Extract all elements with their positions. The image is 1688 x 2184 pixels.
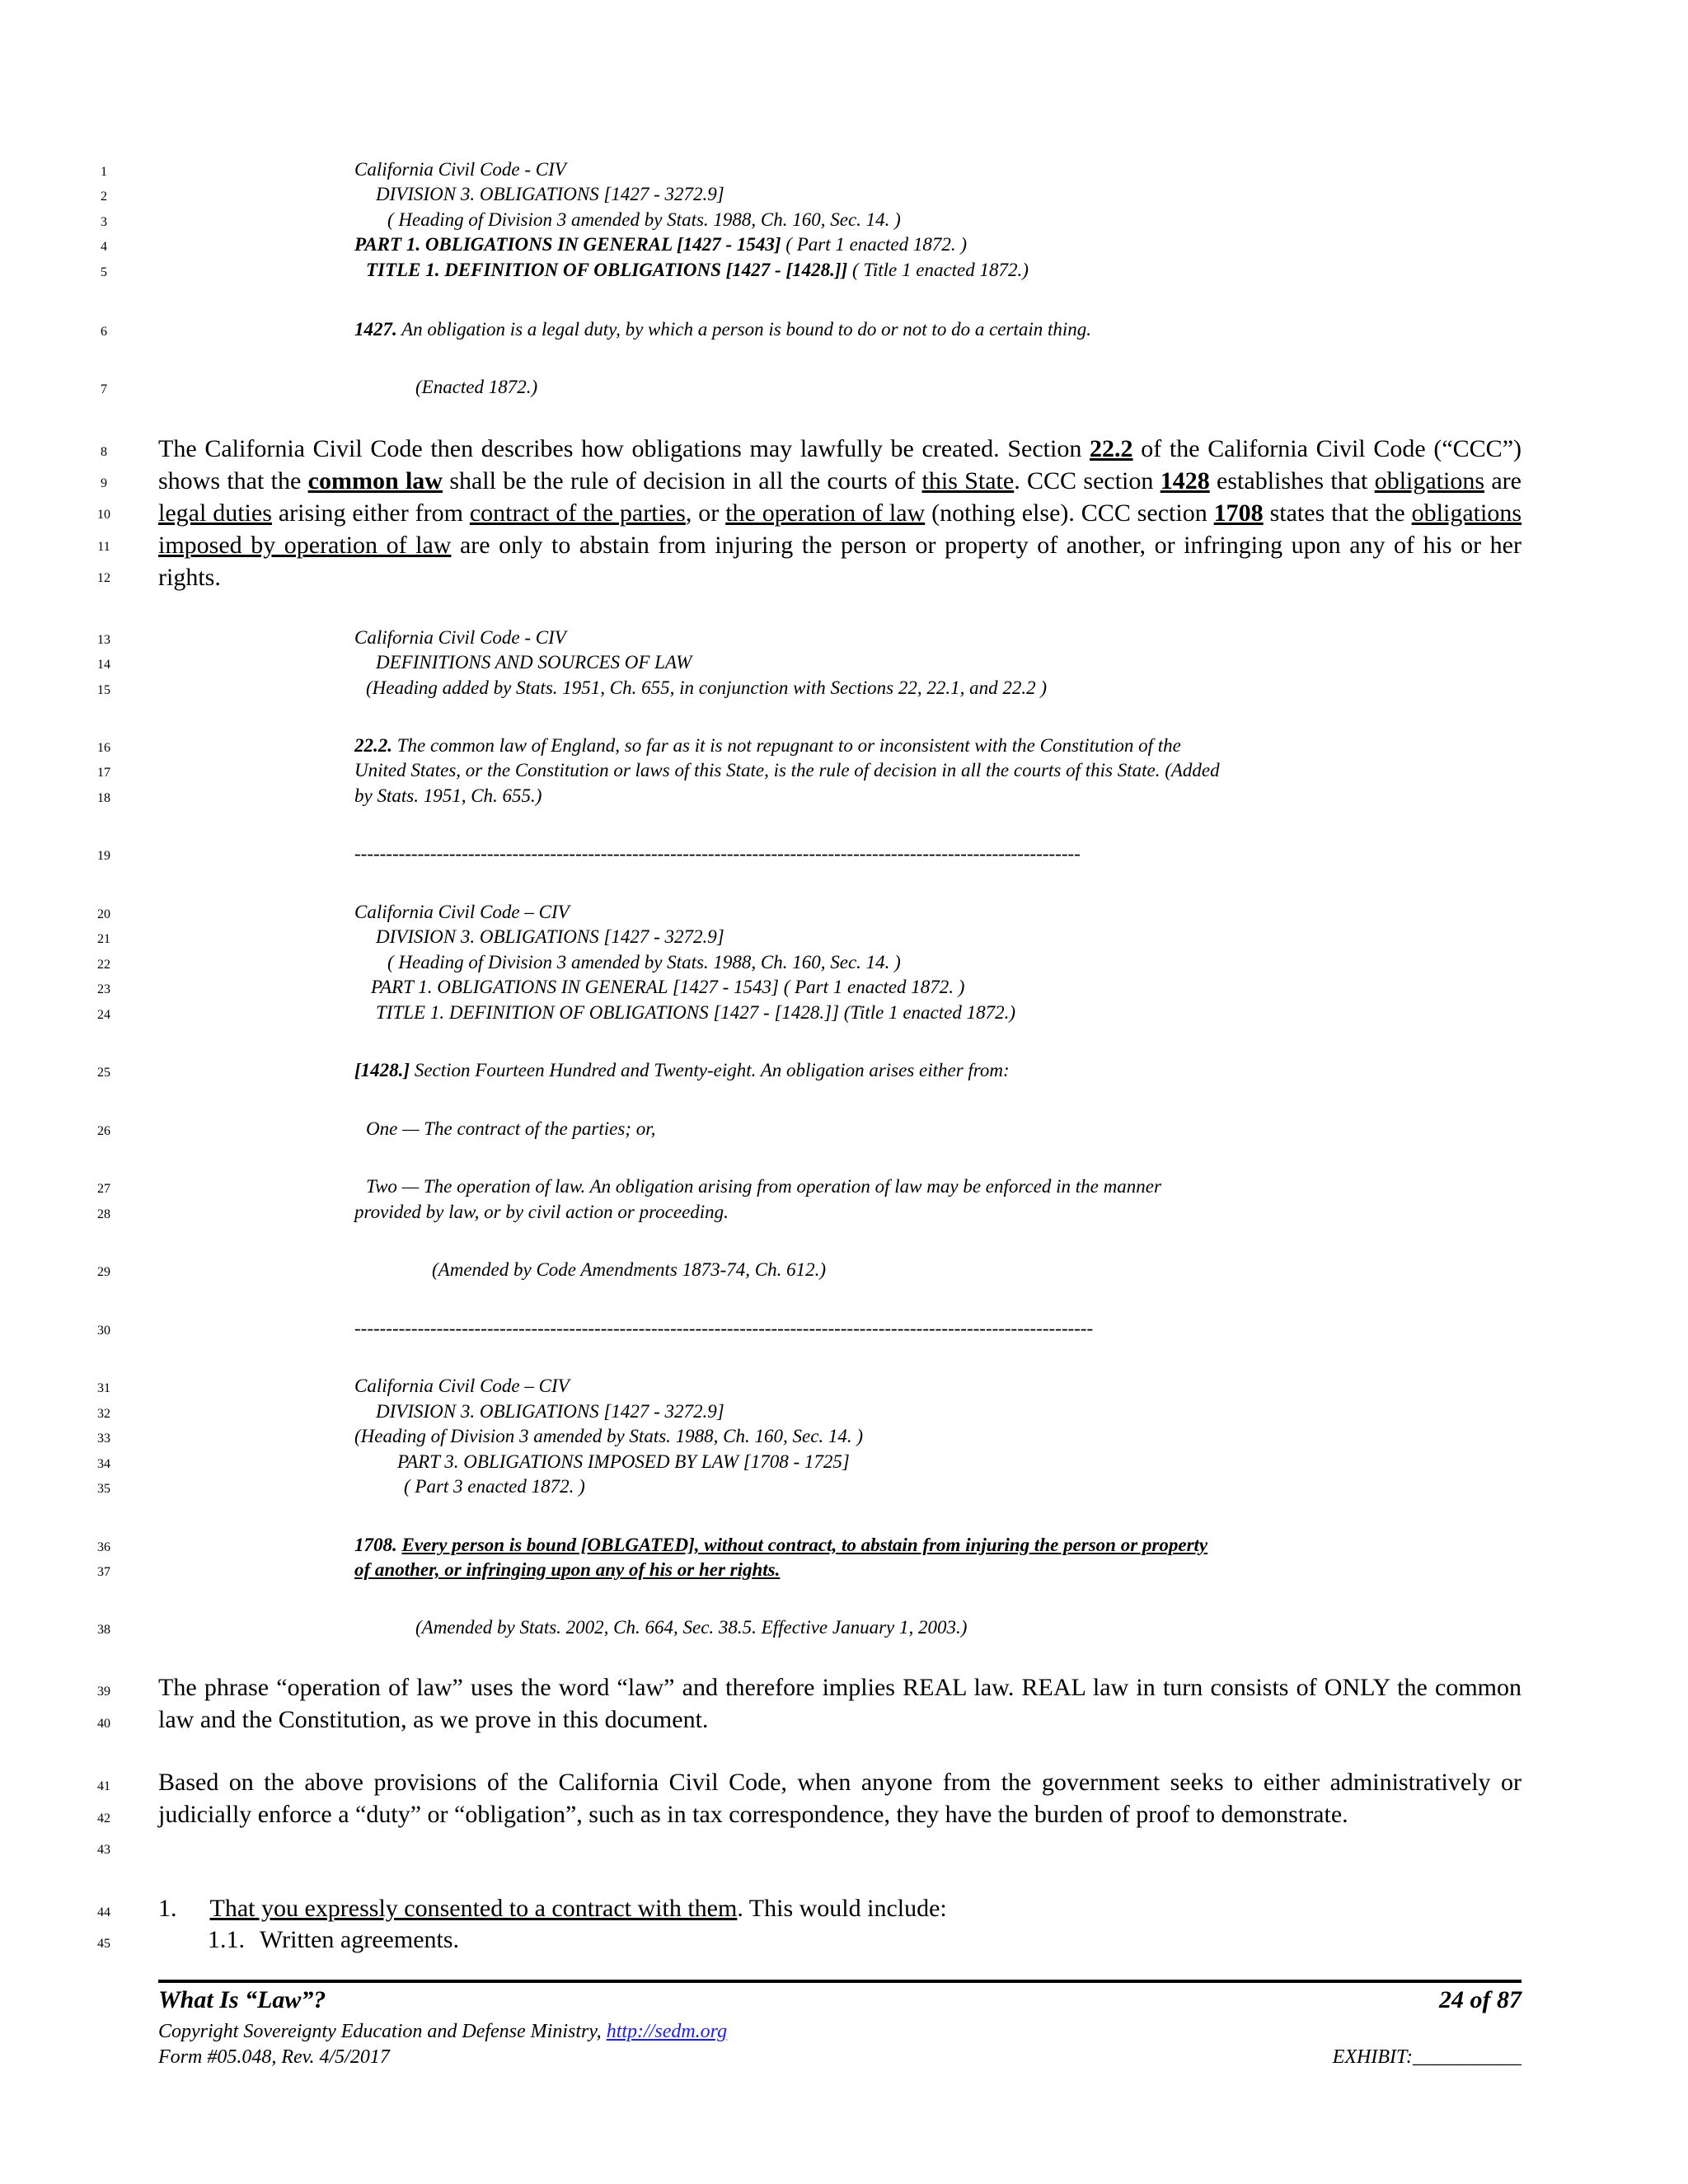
definitions-heading: DEFINITIONS AND SOURCES OF LAW [376,652,692,673]
section-1428: [1428.] Section Fourteen Hundred and Twenty-eight. An obligation arises either from: [354,1060,1010,1080]
line-number: 20 [97,907,110,921]
line-number: 22 [97,958,110,972]
line-number: 42 [97,1811,110,1825]
line-number: 23 [97,982,110,996]
line-number: 12 [97,571,110,585]
clause-two: Two — The operation of law. An obligation arising from operation of law may be enforced in the manner [366,1176,1161,1197]
code-title: California Civil Code - CIV [354,159,566,180]
line-number: 34 [97,1457,110,1471]
section-1428-link: 1428 [1160,467,1210,494]
line-number: 44 [97,1905,110,1919]
divider: ------------------------------------------------------------------------------------------------------------------- [354,843,1081,864]
division-note: ( Heading of Division 3 amended by Stats. 1988, Ch. 160, Sec. 14. ) [387,209,901,230]
line-number: 11 [97,540,110,554]
part-note: ( Part 3 enacted 1872. ) [404,1476,585,1497]
line-number: 13 [97,633,110,647]
line-number: 16 [97,741,110,755]
section-1708-link: 1708 [1213,499,1264,527]
list-item: 1.1. Written agreements. [208,1926,460,1953]
line-number: 21 [97,932,110,946]
line-number: 38 [97,1623,110,1637]
section-1708-cont: of another, or infringing upon any of his or her rights. [354,1559,781,1580]
line-number: 37 [97,1565,110,1579]
line-number: 14 [97,658,110,672]
clause-two-cont: provided by law, or by civil action or proceeding. [354,1202,729,1222]
sedm-link[interactable]: http://sedm.org [606,2021,728,2042]
line-number: 24 [97,1008,110,1022]
line-number: 2 [101,190,107,204]
copyright: Copyright Sovereignty Education and Defense Ministry, http://sedm.org [158,2021,728,2042]
line-number: 6 [101,325,107,339]
title-heading: TITLE 1. DEFINITION OF OBLIGATIONS [1427 - [1428.]] (Title 1 enacted 1872.) [376,1002,1016,1023]
paragraph-burden-of-proof: Based on the above provisions of the California Civil Code, when anyone from the government seeks to either administratively or judicially enforce a “duty” or “obligation”, such as in tax correspondence, they have the burden of proof to demonstrate. [158,1769,1522,1828]
division-heading: DIVISION 3. OBLIGATIONS [1427 - 3272.9] [376,926,724,947]
line-number: 8 [101,445,107,459]
line-number: 15 [97,683,110,697]
line-number: 1 [101,165,107,179]
code-title: California Civil Code - CIV [354,627,566,648]
section-22-2-link: 22.2 [1090,435,1133,462]
line-number: 7 [101,382,107,396]
line-number: 5 [101,265,107,279]
section-22-2-cont: United States, or the Constitution or laws of this State, is the rule of decision in all the courts of this State. (Added [354,760,1220,780]
line-number: 45 [97,1937,110,1951]
line-number: 36 [97,1540,110,1554]
line-number: 28 [97,1207,110,1221]
line-number: 19 [97,849,110,863]
clause-one: One — The contract of the parties; or, [366,1118,656,1139]
line-number: 33 [97,1432,110,1446]
line-number: 4 [101,240,107,254]
exhibit-label: EXHIBIT:___________ [1332,2046,1522,2068]
amended-note: (Amended by Code Amendments 1873-74, Ch. 612.) [432,1259,827,1280]
divider: --------------------------------------------------------------------------------------------------------------------- [354,1318,1094,1338]
part-heading: PART 1. OBLIGATIONS IN GENERAL [1427 - 1543] ( Part 1 enacted 1872. ) [371,977,965,997]
line-number: 26 [97,1124,110,1138]
code-title: California Civil Code – CIV [354,902,570,922]
part-heading: PART 1. OBLIGATIONS IN GENERAL [1427 - 1543] ( Part 1 enacted 1872. ) [354,234,968,255]
line-number: 43 [97,1843,110,1857]
heading-note: (Heading added by Stats. 1951, Ch. 655, in conjunction with Sections 22, 22.1, and 22.2 ) [366,677,1048,698]
division-note: (Heading of Division 3 amended by Stats. 1988, Ch. 160, Sec. 14. ) [354,1426,864,1446]
document-title: What Is “Law”? [158,1986,326,2013]
line-number: 40 [97,1717,110,1731]
paragraph-operation-of-law: The phrase “operation of law” uses the word “law” and therefore implies REAL law. REAL law in turn consists of ONLY the common law and the Constitution, as we prove in this document. [158,1674,1522,1733]
line-number: 35 [97,1482,110,1496]
section-1708: 1708. Every person is bound [OBLGATED], without contract, to abstain from injuring the person or property [354,1535,1208,1555]
line-number: 30 [97,1324,110,1338]
line-number: 17 [97,766,110,780]
line-number: 18 [97,791,110,805]
enacted-note: (Enacted 1872.) [415,377,538,397]
list-item: 1. That you expressly consented to a contract with them. This would include: [158,1895,947,1922]
line-number: 9 [101,476,107,490]
line-number: 31 [97,1381,110,1395]
division-heading: DIVISION 3. OBLIGATIONS [1427 - 3272.9] [376,1401,724,1422]
code-title: California Civil Code – CIV [354,1376,570,1396]
footer-rule [158,1980,1522,1983]
line-number: 32 [97,1407,110,1421]
section-1427: 1427. An obligation is a legal duty, by which a person is bound to do or not to do a certain thing. [354,319,1092,340]
line-number: 41 [97,1779,110,1793]
division-note: ( Heading of Division 3 amended by Stats. 1988, Ch. 160, Sec. 14. ) [387,952,901,972]
division-heading: DIVISION 3. OBLIGATIONS [1427 - 3272.9] [376,184,724,204]
section-22-2-cont: by Stats. 1951, Ch. 655.) [354,785,542,806]
line-number: 29 [97,1265,110,1279]
line-number: 39 [97,1685,110,1699]
line-number: 10 [97,508,110,522]
line-number: 27 [97,1182,110,1196]
line-number: 3 [101,215,107,229]
amended-note: (Amended by Stats. 2002, Ch. 664, Sec. 38.5. Effective January 1, 2003.) [415,1617,968,1638]
section-22-2: 22.2. The common law of England, so far as it is not repugnant to or inconsistent with the Constitution of the [354,735,1181,756]
part-heading: PART 3. OBLIGATIONS IMPOSED BY LAW [1708 - 1725] [397,1451,850,1472]
form-number: Form #05.048, Rev. 4/5/2017 [158,2046,390,2068]
paragraph-ccc-obligations: The California Civil Code then describes how obligations may lawfully be created. Section 22.2 of the California Civil Code (“CCC”) shows that the common law shall be the rule of decision in all the courts of this State. CCC section 1428 establishes that obligations are legal duties arising either from contract of the parties, or the operation of law (nothing else). CCC section 1708 states that the obligations imposed by operation of law are only to abstain from injuring the person or property of another, or infringing upon any of his or her rights. [158,435,1522,591]
title-heading: TITLE 1. DEFINITION OF OBLIGATIONS [1427 - [1428.]] ( Title 1 enacted 1872.) [366,260,1029,280]
line-number: 25 [97,1066,110,1080]
page-number: 24 of 87 [1439,1986,1522,2013]
